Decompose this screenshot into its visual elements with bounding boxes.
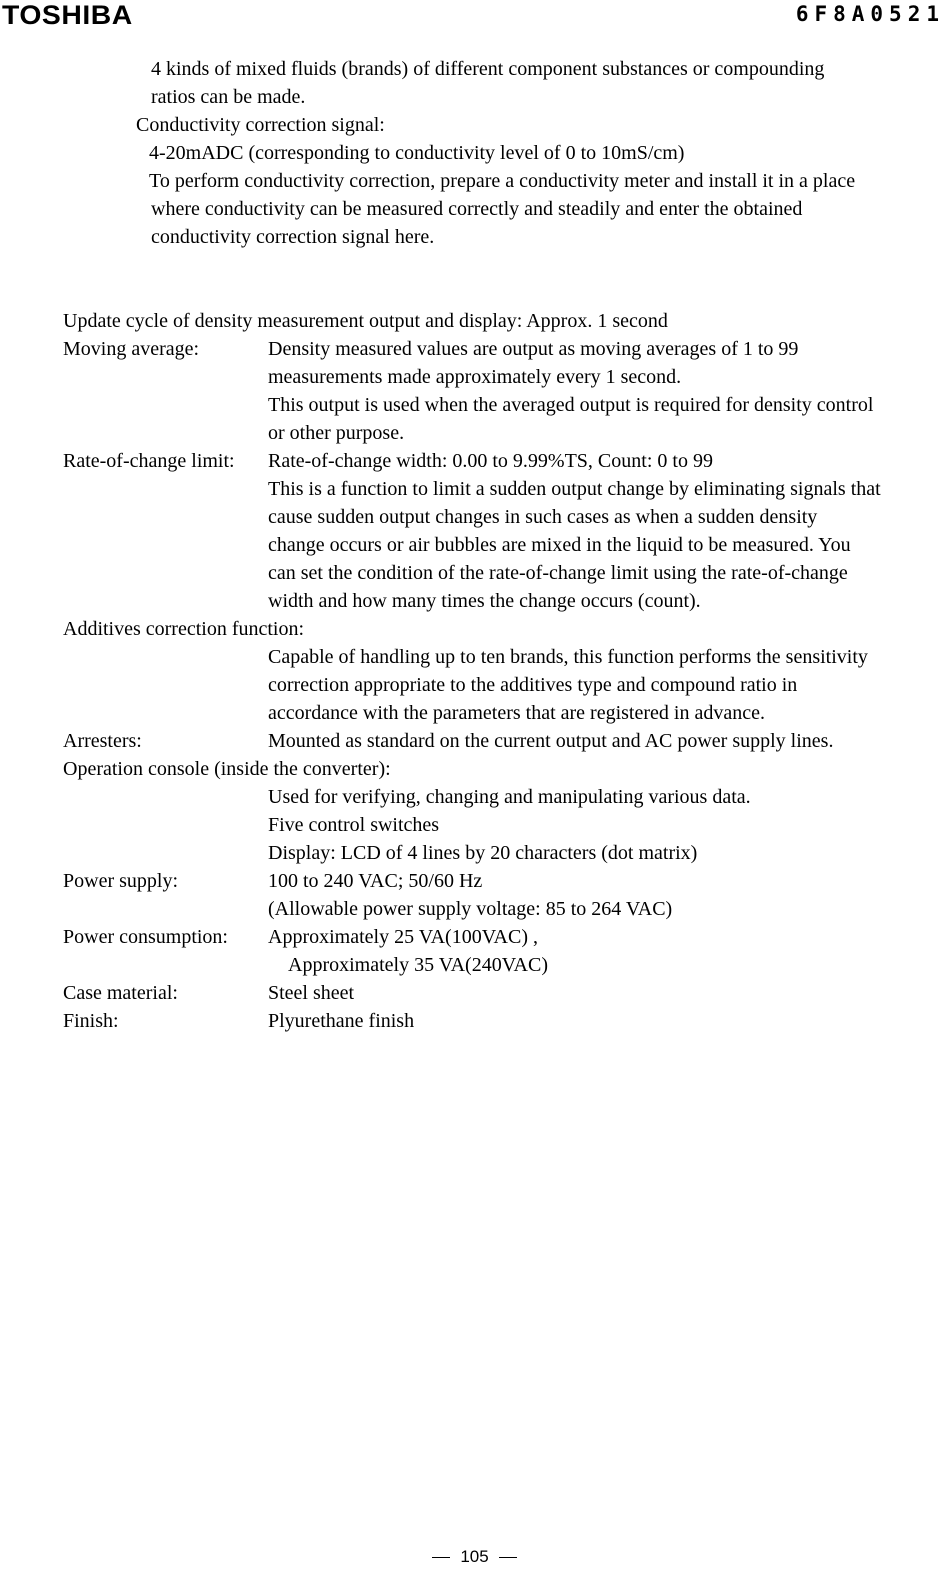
finish-label: Finish: bbox=[63, 1010, 119, 1032]
rate-limit-line: change occurs or air bubbles are mixed in the liquid to be measured. You bbox=[268, 534, 851, 556]
conductivity-note-line-3: conductivity correction signal here. bbox=[151, 226, 435, 248]
page-footer bbox=[0, 1547, 949, 1567]
power-supply-line: 100 to 240 VAC; 50/60 Hz bbox=[268, 870, 483, 892]
conductivity-signal-heading: Conductivity correction signal: bbox=[136, 114, 385, 136]
moving-average-label: Moving average: bbox=[63, 338, 200, 360]
moving-average-line: or other purpose. bbox=[268, 422, 405, 444]
additives-line: accordance with the parameters that are registered in advance. bbox=[268, 702, 765, 724]
page-number: 105 bbox=[460, 1547, 489, 1566]
document-number: 6F8A0521 bbox=[795, 2, 945, 26]
console-line: Five control switches bbox=[268, 814, 440, 836]
rate-limit-line: width and how many times the change occurs (count). bbox=[268, 590, 701, 612]
additives-line: Capable of handling up to ten brands, this function performs the sensitivity bbox=[268, 646, 868, 668]
mixed-fluids-line-2: ratios can be made. bbox=[151, 86, 306, 108]
power-consumption-line: Approximately 25 VA(100VAC) , bbox=[268, 926, 538, 948]
finish-value: Plyurethane finish bbox=[268, 1010, 415, 1032]
toshiba-logo: TOSHIBA bbox=[2, 0, 133, 30]
rate-limit-line: This is a function to limit a sudden output change by eliminating signals that bbox=[268, 478, 881, 500]
console-label: Operation console (inside the converter): bbox=[63, 758, 391, 780]
footer-dash-right bbox=[499, 1557, 517, 1558]
rate-limit-label: Rate-of-change limit: bbox=[63, 450, 235, 472]
rate-limit-line: can set the condition of the rate-of-change limit using the rate-of-change bbox=[268, 562, 848, 584]
console-line: Display: LCD of 4 lines by 20 characters (dot matrix) bbox=[268, 842, 698, 864]
moving-average-line: Density measured values are output as moving averages of 1 to 99 bbox=[268, 338, 799, 360]
case-material-label: Case material: bbox=[63, 982, 178, 1004]
moving-average-line: measurements made approximately every 1 second. bbox=[268, 366, 682, 388]
conductivity-signal-range: 4-20mADC (corresponding to conductivity level of 0 to 10mS/cm) bbox=[149, 142, 685, 164]
additives-line: correction appropriate to the additives type and compound ratio in bbox=[268, 674, 798, 696]
moving-average-line: This output is used when the averaged output is required for density control bbox=[268, 394, 874, 416]
case-material-value: Steel sheet bbox=[268, 982, 355, 1004]
rate-limit-line: Rate-of-change width: 0.00 to 9.99%TS, Count: 0 to 99 bbox=[268, 450, 713, 472]
rate-limit-line: cause sudden output changes in such cases as when a sudden density bbox=[268, 506, 818, 528]
power-supply-label: Power supply: bbox=[63, 870, 178, 892]
mixed-fluids-line-1: 4 kinds of mixed fluids (brands) of different component substances or compounding bbox=[151, 58, 825, 80]
power-supply-line: (Allowable power supply voltage: 85 to 264 VAC) bbox=[268, 898, 673, 920]
console-line: Used for verifying, changing and manipulating various data. bbox=[268, 786, 751, 808]
conductivity-note-line-2: where conductivity can be measured correctly and steadily and enter the obtained bbox=[151, 198, 803, 220]
additives-label: Additives correction function: bbox=[63, 618, 305, 640]
power-consumption-line: Approximately 35 VA(240VAC) bbox=[288, 954, 548, 976]
conductivity-note-line-1: To perform conductivity correction, prepare a conductivity meter and install it in a place bbox=[149, 170, 856, 192]
update-cycle: Update cycle of density measurement output and display: Approx. 1 second bbox=[63, 310, 668, 332]
footer-dash-left bbox=[432, 1557, 450, 1558]
arresters-label: Arresters: bbox=[63, 730, 142, 752]
arresters-value: Mounted as standard on the current output and AC power supply lines. bbox=[268, 730, 834, 752]
power-consumption-label: Power consumption: bbox=[63, 926, 228, 948]
